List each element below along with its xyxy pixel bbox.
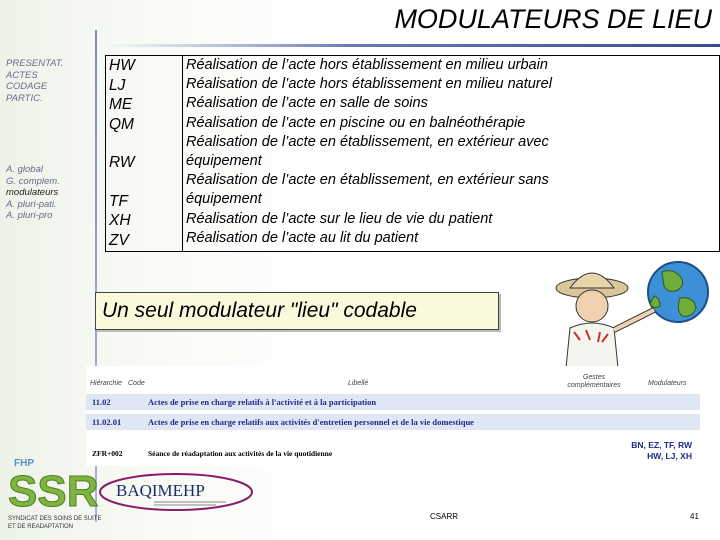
desc-cell: équipement	[186, 153, 262, 170]
excerpt-modulateurs-2: HW, LJ, XH	[647, 451, 692, 461]
excerpt-code: 11.02.01	[92, 417, 122, 427]
excerpt-code: 11.02	[92, 397, 111, 407]
sidebar-item[interactable]: PARTIC.	[6, 92, 43, 104]
code-cell: ZV	[109, 231, 129, 249]
sidebar-item[interactable]: A. global	[6, 164, 43, 175]
code-column	[106, 56, 183, 251]
excerpt-code: ZFR+002	[92, 449, 123, 458]
code-cell: LJ	[109, 76, 126, 94]
excerpt-label: Séance de réadaptation aux activités de la vie quotidienne	[148, 449, 333, 458]
callout-box: Un seul modulateur "lieu" codable	[95, 292, 499, 330]
sidebar-item[interactable]: PRESENTAT.	[6, 58, 64, 69]
desc-cell: Réalisation de l’acte en établissement, en extérieur avec	[186, 133, 549, 150]
excerpt-header-gestes: Gestes complémentaires	[567, 374, 621, 389]
desc-cell: Réalisation de l’acte hors établissement en milieu urbain	[186, 57, 548, 73]
desc-cell: Réalisation de l’acte en salle de soins	[186, 95, 428, 112]
excerpt-label: Actes de prise en charge relatifs aux activités d'entretien personnel et de la vie domestique	[148, 417, 474, 427]
desc-cell: Réalisation de l’acte au lit du patient	[186, 229, 419, 246]
sidebar-nav	[6, 58, 96, 282]
code-cell: HW	[109, 57, 135, 74]
ssr-logo-text: SSR	[8, 467, 99, 516]
desc-cell: Réalisation de l’acte en établissement, en extérieur sans	[186, 172, 549, 189]
excerpt-header-modulateurs: Modulateurs	[648, 380, 687, 387]
sidebar-item[interactable]: ACTES	[6, 69, 38, 81]
csarr-excerpt	[86, 366, 700, 466]
title-underline	[110, 44, 720, 47]
page-number: 41	[690, 512, 699, 521]
baqimehp-logo	[96, 470, 256, 514]
explorer-globe-illustration	[530, 258, 710, 368]
desc-cell: Réalisation de l’acte hors établissement en milieu naturel	[186, 76, 552, 93]
excerpt-label: Actes de prise en charge relatifs à l'activité et à la participation	[148, 397, 377, 407]
ssr-logo-fhp: FHP	[14, 458, 34, 469]
ssr-logo-sub2: ET DE READAPTATION	[8, 524, 74, 530]
excerpt-modulateurs-1: BN, EZ, TF, RW	[631, 440, 692, 450]
sidebar-item[interactable]: G. complem.	[6, 175, 60, 187]
code-cell: RW	[109, 154, 135, 171]
excerpt-row	[86, 394, 700, 410]
sidebar-item[interactable]: CODAGE	[6, 81, 48, 92]
excerpt-row	[86, 414, 700, 430]
desc-cell: Réalisation de l’acte sur le lieu de vie du patient	[186, 210, 493, 227]
code-cell: ME	[109, 96, 133, 113]
code-cell: XH	[109, 212, 131, 229]
desc-cell: Réalisation de l’acte en piscine ou en balnéothérapie	[186, 114, 526, 131]
modulator-table	[105, 55, 720, 252]
code-cell: QM	[109, 115, 134, 133]
description-column	[186, 56, 719, 251]
sidebar-item[interactable]: A. pluri-pro	[6, 210, 53, 221]
slide-title: MODULATEURS DE LIEU	[394, 4, 712, 34]
footer-label: CSARR	[430, 512, 459, 521]
excerpt-header-hierarchie: Hiérarchie	[90, 380, 122, 387]
baqimehp-text: BAQIMEHP	[116, 481, 205, 500]
desc-cell: équipement	[186, 191, 262, 208]
sidebar-item-active[interactable]: modulateurs	[6, 187, 59, 198]
sidebar-item[interactable]: A. pluri-pati.	[6, 198, 57, 210]
code-cell: TF	[109, 192, 128, 210]
excerpt-header-code: Code	[128, 380, 145, 387]
ssr-logo	[6, 454, 102, 534]
ssr-logo-sub1: SYNDICAT DES SOINS DE SUITE	[8, 516, 102, 522]
excerpt-header-libelle: Libellé	[348, 380, 369, 387]
excerpt-row	[86, 446, 700, 462]
